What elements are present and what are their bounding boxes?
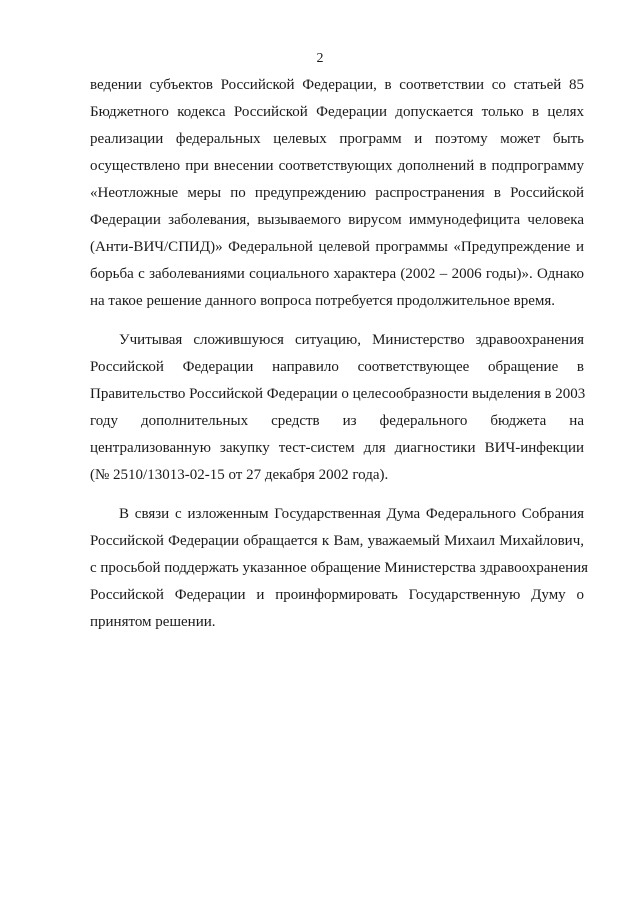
text-line: году дополнительных средств из федерального бюджета на (90, 413, 584, 429)
text-line: принятом решении. (90, 614, 216, 630)
paragraph-gap (90, 315, 584, 327)
paragraph-2 (90, 327, 584, 489)
paragraph-1 (90, 72, 584, 315)
text-line: централизованную закупку тест-систем для диагностики ВИЧ-инфекции (90, 440, 584, 456)
paragraph-gap (90, 489, 584, 501)
text-line: В связи с изложенным Государственная Дума Федерального Собрания (119, 506, 584, 522)
text-line: Федерации заболевания, вызываемого вирусом иммунодефицита человека (90, 212, 584, 228)
letter-body (90, 72, 589, 636)
text-line: «Неотложные меры по предупреждению распространения в Российской (90, 185, 584, 201)
text-line: (№ 2510/13013-02-15 от 27 декабря 2002 года). (90, 467, 389, 483)
text-line: Российской Федерации и проинформировать Государственную Думу о (90, 587, 584, 603)
text-line: (Анти-ВИЧ/СПИД)» Федеральной целевой программы «Предупреждение и (90, 239, 584, 255)
text-line: Бюджетного кодекса Российской Федерации допускается только в целях (90, 104, 584, 120)
text-line: Учитывая сложившуюся ситуацию, Министерство здравоохранения (119, 332, 584, 348)
text-line: Российской Федерации обращается к Вам, уважаемый Михаил Михайлович, (90, 533, 584, 549)
page-number: 2 (316, 51, 324, 66)
text-line: реализации федеральных целевых программ и поэтому может быть (90, 131, 584, 147)
text-line: ведении субъектов Российской Федерации, в соответствии со статьей 85 (90, 77, 584, 93)
paragraph-3 (90, 501, 589, 636)
text-line: Российской Федерации направило соответствующее обращение в (90, 359, 584, 375)
text-line: с просьбой поддержать указанное обращение Министерства здравоохранения (90, 560, 589, 576)
text-line: на такое решение данного вопроса потребуется продолжительное время. (90, 293, 556, 309)
text-line: Правительство Российской Федерации о целесообразности выделения в 2003 (90, 386, 586, 402)
text-line: осуществлено при внесении соответствующих дополнений в подпрограмму (90, 158, 584, 174)
text-line: борьба с заболеваниями социального характера (2002 – 2006 годы)». Однако (90, 266, 584, 282)
